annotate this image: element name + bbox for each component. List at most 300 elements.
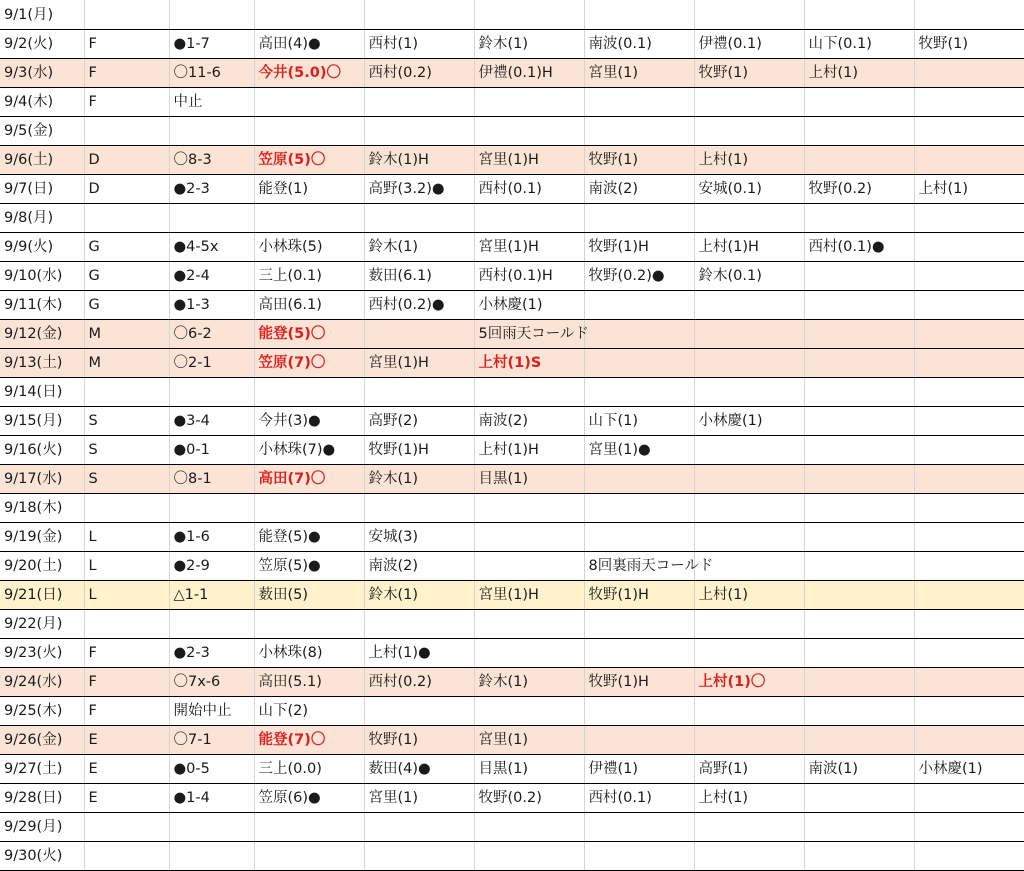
reliever-cell[interactable]: 牧野(1)H [584, 233, 694, 262]
reliever-cell[interactable]: 上村(1) [804, 59, 914, 88]
reliever-cell[interactable]: 南波(0.1) [584, 30, 694, 59]
reliever-cell[interactable] [914, 59, 1024, 88]
reliever-cell[interactable] [804, 726, 914, 755]
reliever-cell[interactable] [804, 436, 914, 465]
reliever-cell[interactable]: 薮田(4)● [364, 755, 474, 784]
date-cell[interactable]: 9/21(日) [0, 581, 84, 610]
opponent-cell[interactable]: L [84, 523, 169, 552]
reliever-cell[interactable]: 上村(1)H [474, 436, 584, 465]
reliever-cell[interactable] [584, 0, 694, 30]
score-cell[interactable]: 開始中止 [169, 697, 254, 726]
date-cell[interactable]: 9/12(金) [0, 320, 84, 349]
winning-pitcher-cell[interactable]: 上村(1)〇 [694, 668, 804, 697]
reliever-cell[interactable]: 鈴木(1)H [364, 146, 474, 175]
reliever-cell[interactable] [914, 146, 1024, 175]
score-cell[interactable] [169, 610, 254, 639]
reliever-cell[interactable] [364, 378, 474, 407]
date-cell[interactable]: 9/4(木) [0, 88, 84, 117]
reliever-cell[interactable] [694, 88, 804, 117]
reliever-cell[interactable] [364, 320, 474, 349]
score-cell[interactable]: ●4-5x [169, 233, 254, 262]
score-cell[interactable] [169, 204, 254, 233]
score-cell[interactable]: ●2-3 [169, 175, 254, 204]
opponent-cell[interactable] [84, 842, 169, 871]
reliever-cell[interactable] [474, 88, 584, 117]
reliever-cell[interactable] [584, 117, 694, 146]
reliever-cell[interactable] [804, 842, 914, 871]
opponent-cell[interactable]: G [84, 262, 169, 291]
score-cell[interactable]: 〇11-6 [169, 59, 254, 88]
reliever-cell[interactable] [804, 552, 914, 581]
reliever-cell[interactable] [694, 813, 804, 842]
winning-pitcher-cell[interactable]: 高田(7)〇 [254, 465, 364, 494]
opponent-cell[interactable] [84, 204, 169, 233]
reliever-cell[interactable]: 伊禮(0.1)H [474, 59, 584, 88]
reliever-cell[interactable]: 牧野(0.2)● [584, 262, 694, 291]
reliever-cell[interactable] [364, 842, 474, 871]
date-cell[interactable]: 9/13(土) [0, 349, 84, 378]
reliever-cell[interactable]: 上村(1)● [364, 639, 474, 668]
opponent-cell[interactable] [84, 494, 169, 523]
reliever-cell[interactable] [474, 639, 584, 668]
reliever-cell[interactable] [694, 465, 804, 494]
opponent-cell[interactable]: E [84, 784, 169, 813]
reliever-cell[interactable]: 牧野(0.2) [474, 784, 584, 813]
date-cell[interactable]: 9/28(日) [0, 784, 84, 813]
starter-cell[interactable]: 高田(5.1) [254, 668, 364, 697]
date-cell[interactable]: 9/25(木) [0, 697, 84, 726]
save-pitcher-cell[interactable]: 上村(1)S [474, 349, 584, 378]
score-cell[interactable]: △1-1 [169, 581, 254, 610]
starter-cell[interactable] [254, 494, 364, 523]
reliever-cell[interactable] [694, 117, 804, 146]
opponent-cell[interactable]: D [84, 175, 169, 204]
reliever-cell[interactable] [584, 842, 694, 871]
reliever-cell[interactable]: 宮里(1) [364, 784, 474, 813]
reliever-cell[interactable]: 鈴木(1) [364, 465, 474, 494]
starter-cell[interactable]: 今井(3)● [254, 407, 364, 436]
starter-cell[interactable]: 笠原(6)● [254, 784, 364, 813]
date-cell[interactable]: 9/3(水) [0, 59, 84, 88]
reliever-cell[interactable]: 牧野(1) [584, 146, 694, 175]
reliever-cell[interactable] [694, 436, 804, 465]
reliever-cell[interactable] [694, 378, 804, 407]
reliever-cell[interactable] [584, 726, 694, 755]
reliever-cell[interactable] [364, 88, 474, 117]
reliever-cell[interactable] [694, 349, 804, 378]
reliever-cell[interactable] [474, 552, 584, 581]
score-cell[interactable] [169, 494, 254, 523]
reliever-cell[interactable]: 鈴木(1) [474, 668, 584, 697]
reliever-cell[interactable] [364, 813, 474, 842]
date-cell[interactable]: 9/9(火) [0, 233, 84, 262]
reliever-cell[interactable]: 牧野(0.2) [804, 175, 914, 204]
reliever-cell[interactable]: 上村(1) [914, 175, 1024, 204]
reliever-cell[interactable] [364, 0, 474, 30]
opponent-cell[interactable]: G [84, 291, 169, 320]
date-cell[interactable]: 9/15(月) [0, 407, 84, 436]
opponent-cell[interactable] [84, 378, 169, 407]
date-cell[interactable]: 9/8(月) [0, 204, 84, 233]
winning-pitcher-cell[interactable]: 能登(7)〇 [254, 726, 364, 755]
reliever-cell[interactable]: 上村(1) [694, 581, 804, 610]
reliever-cell[interactable]: 宮里(1)H [474, 233, 584, 262]
reliever-cell[interactable]: 安城(3) [364, 523, 474, 552]
reliever-cell[interactable] [584, 320, 694, 349]
date-cell[interactable]: 9/20(土) [0, 552, 84, 581]
reliever-cell[interactable]: 目黒(1) [474, 755, 584, 784]
score-cell[interactable]: ●1-6 [169, 523, 254, 552]
date-cell[interactable]: 9/19(金) [0, 523, 84, 552]
score-cell[interactable] [169, 117, 254, 146]
reliever-cell[interactable]: 鈴木(1) [364, 233, 474, 262]
reliever-cell[interactable] [474, 0, 584, 30]
opponent-cell[interactable]: G [84, 233, 169, 262]
reliever-cell[interactable]: 高野(2) [364, 407, 474, 436]
opponent-cell[interactable]: E [84, 726, 169, 755]
score-cell[interactable]: 中止 [169, 88, 254, 117]
reliever-cell[interactable]: 西村(1) [364, 30, 474, 59]
reliever-cell[interactable] [584, 494, 694, 523]
reliever-cell[interactable] [914, 523, 1024, 552]
reliever-cell[interactable] [694, 291, 804, 320]
reliever-cell[interactable]: 西村(0.2) [364, 59, 474, 88]
reliever-cell[interactable]: 宮里(1) [584, 59, 694, 88]
reliever-cell[interactable] [694, 639, 804, 668]
starter-cell[interactable]: 小林珠(8) [254, 639, 364, 668]
reliever-cell[interactable]: 山下(1) [584, 407, 694, 436]
reliever-cell[interactable] [914, 0, 1024, 30]
reliever-cell[interactable] [914, 552, 1024, 581]
reliever-cell[interactable] [804, 784, 914, 813]
reliever-cell[interactable] [804, 262, 914, 291]
reliever-cell[interactable] [694, 697, 804, 726]
reliever-cell[interactable] [804, 349, 914, 378]
starter-cell[interactable]: 高田(6.1) [254, 291, 364, 320]
reliever-cell[interactable] [694, 204, 804, 233]
reliever-cell[interactable] [804, 117, 914, 146]
reliever-cell[interactable] [804, 407, 914, 436]
date-cell[interactable]: 9/5(金) [0, 117, 84, 146]
date-cell[interactable]: 9/23(火) [0, 639, 84, 668]
reliever-cell[interactable] [804, 581, 914, 610]
reliever-cell[interactable] [804, 378, 914, 407]
reliever-cell[interactable] [914, 88, 1024, 117]
score-cell[interactable]: 〇2-1 [169, 349, 254, 378]
reliever-cell[interactable]: 上村(1)H [694, 233, 804, 262]
reliever-cell[interactable] [914, 726, 1024, 755]
reliever-cell[interactable] [804, 465, 914, 494]
reliever-cell[interactable] [914, 117, 1024, 146]
reliever-cell[interactable] [584, 697, 694, 726]
reliever-cell[interactable] [804, 0, 914, 30]
reliever-cell[interactable] [474, 378, 584, 407]
opponent-cell[interactable]: L [84, 552, 169, 581]
reliever-cell[interactable] [804, 813, 914, 842]
reliever-cell[interactable]: 西村(0.2)● [364, 291, 474, 320]
reliever-cell[interactable] [804, 523, 914, 552]
reliever-cell[interactable] [474, 697, 584, 726]
reliever-cell[interactable]: 安城(0.1) [694, 175, 804, 204]
reliever-cell[interactable] [804, 291, 914, 320]
opponent-cell[interactable] [84, 610, 169, 639]
reliever-cell[interactable]: 小林慶(1) [474, 291, 584, 320]
score-cell[interactable]: ●0-5 [169, 755, 254, 784]
starter-cell[interactable]: 能登(5)● [254, 523, 364, 552]
winning-pitcher-cell[interactable]: 能登(5)〇 [254, 320, 364, 349]
score-cell[interactable]: ●2-9 [169, 552, 254, 581]
reliever-cell[interactable]: 鈴木(1) [364, 581, 474, 610]
reliever-cell[interactable] [584, 639, 694, 668]
table-row [0, 610, 1024, 639]
starter-cell[interactable]: 小林珠(5) [254, 233, 364, 262]
date-cell[interactable]: 9/24(水) [0, 668, 84, 697]
opponent-cell[interactable]: S [84, 407, 169, 436]
reliever-cell[interactable] [914, 262, 1024, 291]
reliever-cell[interactable]: 牧野(1)H [584, 581, 694, 610]
reliever-cell[interactable] [804, 494, 914, 523]
reliever-cell[interactable] [364, 610, 474, 639]
reliever-cell[interactable]: 牧野(1) [364, 726, 474, 755]
score-cell[interactable]: 〇6-2 [169, 320, 254, 349]
reliever-cell[interactable] [474, 204, 584, 233]
reliever-cell[interactable]: 牧野(1)H [364, 436, 474, 465]
reliever-cell[interactable] [474, 117, 584, 146]
reliever-cell[interactable] [364, 204, 474, 233]
starter-cell[interactable] [254, 378, 364, 407]
reliever-cell[interactable]: 小林慶(1) [914, 755, 1024, 784]
date-cell[interactable]: 9/22(月) [0, 610, 84, 639]
reliever-cell[interactable] [914, 697, 1024, 726]
reliever-cell[interactable]: 牧野(1) [694, 59, 804, 88]
date-cell[interactable]: 9/16(火) [0, 436, 84, 465]
reliever-cell[interactable] [914, 436, 1024, 465]
reliever-cell[interactable] [914, 842, 1024, 871]
starter-cell[interactable] [254, 117, 364, 146]
opponent-cell[interactable]: S [84, 465, 169, 494]
reliever-cell[interactable] [804, 146, 914, 175]
reliever-cell[interactable]: 牧野(1) [914, 30, 1024, 59]
starter-cell[interactable]: 山下(2) [254, 697, 364, 726]
reliever-cell[interactable]: 西村(0.1) [584, 784, 694, 813]
winning-pitcher-cell[interactable]: 笠原(7)〇 [254, 349, 364, 378]
opponent-cell[interactable]: E [84, 755, 169, 784]
reliever-cell[interactable]: 宮里(1)● [584, 436, 694, 465]
reliever-cell[interactable] [584, 291, 694, 320]
reliever-cell[interactable]: 宮里(1)H [474, 146, 584, 175]
score-cell[interactable] [169, 0, 254, 30]
reliever-cell[interactable] [804, 610, 914, 639]
reliever-cell[interactable] [914, 784, 1024, 813]
reliever-cell[interactable] [474, 842, 584, 871]
date-cell[interactable]: 9/14(日) [0, 378, 84, 407]
reliever-cell[interactable] [364, 494, 474, 523]
date-cell[interactable]: 9/11(木) [0, 291, 84, 320]
reliever-cell[interactable]: 宮里(1)H [364, 349, 474, 378]
reliever-cell[interactable]: 8回裏雨天コールド [584, 552, 694, 581]
reliever-cell[interactable]: 高野(1) [694, 755, 804, 784]
opponent-cell[interactable]: D [84, 146, 169, 175]
opponent-cell[interactable]: F [84, 639, 169, 668]
reliever-cell[interactable] [694, 320, 804, 349]
date-cell[interactable]: 9/10(水) [0, 262, 84, 291]
reliever-cell[interactable] [804, 639, 914, 668]
score-cell[interactable] [169, 842, 254, 871]
reliever-cell[interactable] [584, 378, 694, 407]
reliever-cell[interactable] [694, 0, 804, 30]
reliever-cell[interactable]: 南波(1) [804, 755, 914, 784]
starter-cell[interactable]: 笠原(5)● [254, 552, 364, 581]
reliever-cell[interactable] [474, 494, 584, 523]
starter-cell[interactable] [254, 204, 364, 233]
reliever-cell[interactable]: 5回雨天コールド [474, 320, 584, 349]
reliever-cell[interactable] [474, 813, 584, 842]
reliever-cell[interactable] [804, 204, 914, 233]
score-cell[interactable]: ●1-3 [169, 291, 254, 320]
reliever-cell[interactable]: 宮里(1)H [474, 581, 584, 610]
reliever-cell[interactable] [584, 349, 694, 378]
reliever-cell[interactable] [584, 465, 694, 494]
reliever-cell[interactable] [914, 610, 1024, 639]
score-cell[interactable]: ●1-4 [169, 784, 254, 813]
score-cell[interactable]: 〇8-3 [169, 146, 254, 175]
reliever-cell[interactable] [584, 204, 694, 233]
reliever-cell[interactable] [694, 610, 804, 639]
opponent-cell[interactable] [84, 117, 169, 146]
reliever-cell[interactable] [694, 494, 804, 523]
score-cell[interactable]: 〇7-1 [169, 726, 254, 755]
starter-cell[interactable] [254, 813, 364, 842]
reliever-cell[interactable]: 伊禮(0.1) [694, 30, 804, 59]
reliever-cell[interactable]: 鈴木(1) [474, 30, 584, 59]
opponent-cell[interactable]: F [84, 59, 169, 88]
winning-pitcher-cell[interactable]: 今井(5.0)〇 [254, 59, 364, 88]
opponent-cell[interactable]: F [84, 88, 169, 117]
reliever-cell[interactable]: 西村(0.2) [364, 668, 474, 697]
reliever-cell[interactable]: 南波(2) [474, 407, 584, 436]
date-cell[interactable]: 9/2(火) [0, 30, 84, 59]
reliever-cell[interactable] [694, 842, 804, 871]
reliever-cell[interactable]: 高野(3.2)● [364, 175, 474, 204]
reliever-cell[interactable] [804, 88, 914, 117]
date-cell[interactable]: 9/1(月) [0, 0, 84, 30]
score-cell[interactable]: ●0-1 [169, 436, 254, 465]
reliever-cell[interactable] [914, 407, 1024, 436]
opponent-cell[interactable]: S [84, 436, 169, 465]
reliever-cell[interactable] [914, 668, 1024, 697]
reliever-cell[interactable] [804, 320, 914, 349]
reliever-cell[interactable] [584, 523, 694, 552]
reliever-cell[interactable] [474, 610, 584, 639]
reliever-cell[interactable] [694, 726, 804, 755]
reliever-cell[interactable] [914, 813, 1024, 842]
starter-cell[interactable]: 三上(0.1) [254, 262, 364, 291]
reliever-cell[interactable] [474, 523, 584, 552]
reliever-cell[interactable] [804, 668, 914, 697]
reliever-cell[interactable]: 上村(1) [694, 146, 804, 175]
opponent-cell[interactable]: M [84, 320, 169, 349]
reliever-cell[interactable] [364, 697, 474, 726]
opponent-cell[interactable]: F [84, 697, 169, 726]
reliever-cell[interactable] [694, 523, 804, 552]
score-cell[interactable]: 〇8-1 [169, 465, 254, 494]
date-cell[interactable]: 9/6(土) [0, 146, 84, 175]
reliever-cell[interactable] [914, 581, 1024, 610]
score-cell[interactable]: ●2-4 [169, 262, 254, 291]
reliever-cell[interactable]: 小林慶(1) [694, 407, 804, 436]
starter-cell[interactable] [254, 88, 364, 117]
reliever-cell[interactable] [584, 88, 694, 117]
reliever-cell[interactable] [584, 813, 694, 842]
date-cell[interactable]: 9/27(土) [0, 755, 84, 784]
score-cell[interactable]: ●2-3 [169, 639, 254, 668]
date-cell[interactable]: 9/18(木) [0, 494, 84, 523]
reliever-cell[interactable] [914, 494, 1024, 523]
reliever-cell[interactable]: 山下(0.1) [804, 30, 914, 59]
reliever-cell[interactable]: 南波(2) [364, 552, 474, 581]
reliever-cell[interactable] [914, 204, 1024, 233]
date-cell[interactable]: 9/26(金) [0, 726, 84, 755]
opponent-cell[interactable] [84, 0, 169, 30]
score-cell[interactable] [169, 378, 254, 407]
reliever-cell[interactable]: 上村(1) [694, 784, 804, 813]
reliever-cell[interactable]: 薮田(6.1) [364, 262, 474, 291]
score-cell[interactable]: 〇7x-6 [169, 668, 254, 697]
score-cell[interactable] [169, 813, 254, 842]
starter-cell[interactable]: 能登(1) [254, 175, 364, 204]
opponent-cell[interactable]: M [84, 349, 169, 378]
reliever-cell[interactable] [584, 610, 694, 639]
date-cell[interactable]: 9/29(月) [0, 813, 84, 842]
starter-cell[interactable] [254, 610, 364, 639]
date-cell[interactable]: 9/30(火) [0, 842, 84, 871]
reliever-cell[interactable]: 牧野(1)H [584, 668, 694, 697]
reliever-cell[interactable] [914, 465, 1024, 494]
starter-cell[interactable]: 三上(0.0) [254, 755, 364, 784]
starter-cell[interactable]: 高田(4)● [254, 30, 364, 59]
reliever-cell[interactable]: 西村(0.1)H [474, 262, 584, 291]
starter-cell[interactable]: 薮田(5) [254, 581, 364, 610]
reliever-cell[interactable] [914, 378, 1024, 407]
reliever-cell[interactable]: 西村(0.1) [474, 175, 584, 204]
reliever-cell[interactable] [914, 291, 1024, 320]
reliever-cell[interactable] [914, 233, 1024, 262]
opponent-cell[interactable] [84, 813, 169, 842]
score-cell[interactable]: ●3-4 [169, 407, 254, 436]
date-cell[interactable]: 9/17(水) [0, 465, 84, 494]
reliever-cell[interactable]: 南波(2) [584, 175, 694, 204]
opponent-cell[interactable]: L [84, 581, 169, 610]
reliever-cell[interactable]: 鈴木(0.1) [694, 262, 804, 291]
starter-cell[interactable] [254, 842, 364, 871]
reliever-cell[interactable]: 宮里(1) [474, 726, 584, 755]
reliever-cell[interactable] [364, 117, 474, 146]
reliever-cell[interactable] [914, 320, 1024, 349]
reliever-cell[interactable] [804, 697, 914, 726]
date-cell[interactable]: 9/7(日) [0, 175, 84, 204]
opponent-cell[interactable]: F [84, 30, 169, 59]
opponent-cell[interactable]: F [84, 668, 169, 697]
winning-pitcher-cell[interactable]: 笠原(5)〇 [254, 146, 364, 175]
starter-cell[interactable]: 小林珠(7)● [254, 436, 364, 465]
reliever-cell[interactable]: 目黒(1) [474, 465, 584, 494]
reliever-cell[interactable] [914, 639, 1024, 668]
starter-cell[interactable] [254, 0, 364, 30]
reliever-cell[interactable]: 伊禮(1) [584, 755, 694, 784]
score-cell[interactable]: ●1-7 [169, 30, 254, 59]
reliever-cell[interactable] [914, 349, 1024, 378]
reliever-cell[interactable]: 西村(0.1)● [804, 233, 914, 262]
